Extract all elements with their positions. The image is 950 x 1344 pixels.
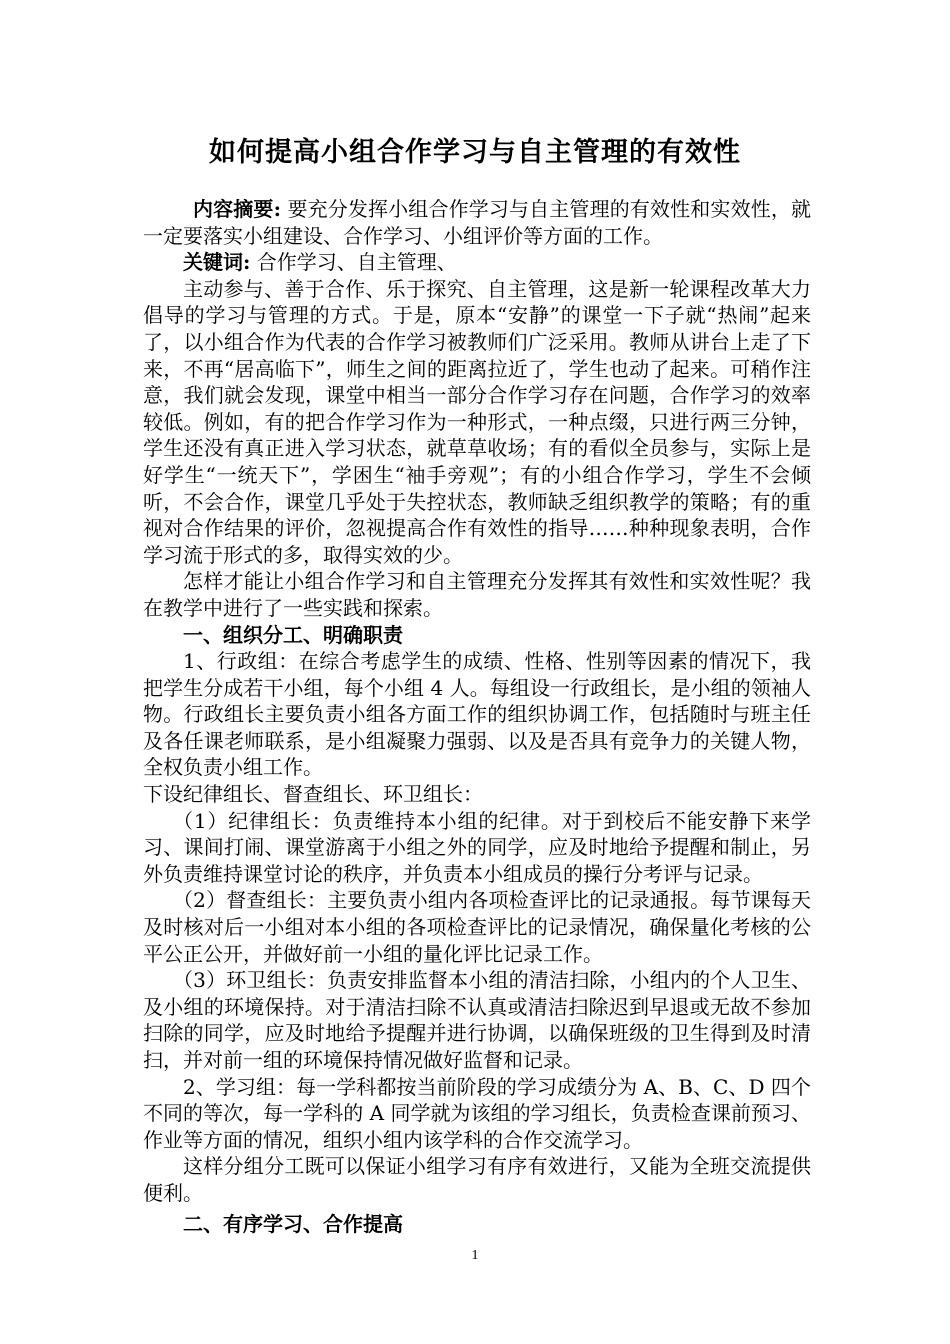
question-paragraph: 怎样才能让小组合作学习和自主管理充分发挥其有效性和实效性呢？我在教学中进行了一些实践和探索。 — [143, 569, 811, 620]
section-heading-1: 一、组织分工、明确职责 — [183, 622, 403, 647]
abstract-text: 要充分发挥小组合作学习与自主管理的有效性和实效性，就一定要落实小组建设、合作学习、小组评价等方面的工作。 — [143, 197, 811, 248]
section-heading-2: 二、有序学习、合作提高 — [183, 1211, 403, 1236]
study-group-paragraph: 2、学习组：每一学科都按当前阶段的学习成绩分为 A、B、C、D 四个不同的等次，每一学科的 A 同学就为该组的学习组长，负责检查课前预习、作业等方面的情况，组织小组内该学科的合作交流学习。 — [143, 1074, 811, 1152]
document-body — [143, 196, 811, 1237]
abstract-paragraph — [143, 196, 811, 249]
keywords-paragraph — [143, 249, 811, 276]
inspection-leader-paragraph: （2）督查组长：主要负责小组内各项检查评比的记录通报。每节课每天及时核对后一小组对本小组的各项检查评比的记录情况，确保量化考核的公平公正公开，并做好前一小组的量化评比记录工作。 — [143, 888, 811, 966]
document-title: 如何提高小组合作学习与自主管理的有效性 — [209, 137, 741, 168]
page-number: 1 — [471, 1248, 479, 1263]
discipline-leader-paragraph: （1）纪律组长：负责维持本小组的纪律。对于到校后不能安静下来学习、课间打闹、课堂游离于小组之外的同学，应及时地给予提醒和制止，另外负责维持课堂讨论的秩序，并负责本小组成员的操行分考评与记录。 — [143, 808, 811, 886]
keywords-label: 关键词: — [183, 250, 251, 275]
hygiene-leader-paragraph: （3）环卫组长：负责安排监督本小组的清洁扫除，小组内的个人卫生、及小组的环境保持。对于清洁扫除不认真或清洁扫除迟到早退或无故不参加扫除的同学，应及时地给予提醒并进行协调，以确保班级的卫生得到及时清扫，并对前一组的环境保持情况做好监督和记录。 — [143, 968, 811, 1072]
sub-roles-intro: 下设纪律组长、督查组长、环卫组长： — [143, 782, 483, 807]
intro-paragraph: 主动参与、善于合作、乐于探究、自主管理，这是新一轮课程改革大力倡导的学习与管理的方式。于是，原本“安静”的课堂一下子就“热闹”起来了，以小组合作为代表的合作学习被教师们广泛采用。教师从讲台上走了下来，不再“居高临下”，师生之间的距离拉近了，学生也动了起来。可稍作注意，我们就会发现，课堂中相当一部分合作学习存在问题，合作学习的效率较低。例如，有的把合作学习作为一种形式，一种点缀，只进行两三分钟，学生还没有真正进入学习状态，就草草收场；有的看似全员参与，实际上是好学生“一统天下”，学困生“袖手旁观”；有的小组合作学习，学生不会倾听，不会合作，课堂几乎处于失控状态，教师缺乏组织教学的策略；有的重视对合作结果的评价，忽视提高合作有效性的指导……种种现象表明，合作学习流于形式的多，取得实效的少。 — [143, 276, 811, 567]
closing-paragraph: 这样分组分工既可以保证小组学习有序有效进行，又能为全班交流提供便利。 — [143, 1154, 811, 1205]
admin-group-paragraph: 1、行政组：在综合考虑学生的成绩、性格、性别等因素的情况下，我把学生分成若干小组，每个小组 4 人。每组设一行政组长，是小组的领袖人物。行政组长主要负责小组各方面工作的组织协调工作，包括随时与班主任及各任课老师联系，是小组凝聚力强弱、以及是否具有竞争力的关键人物，全权负责小组工作。 — [143, 649, 811, 780]
keywords-text: 合作学习、自主管理、 — [256, 250, 457, 275]
abstract-label: 内容摘要: — [193, 197, 281, 221]
